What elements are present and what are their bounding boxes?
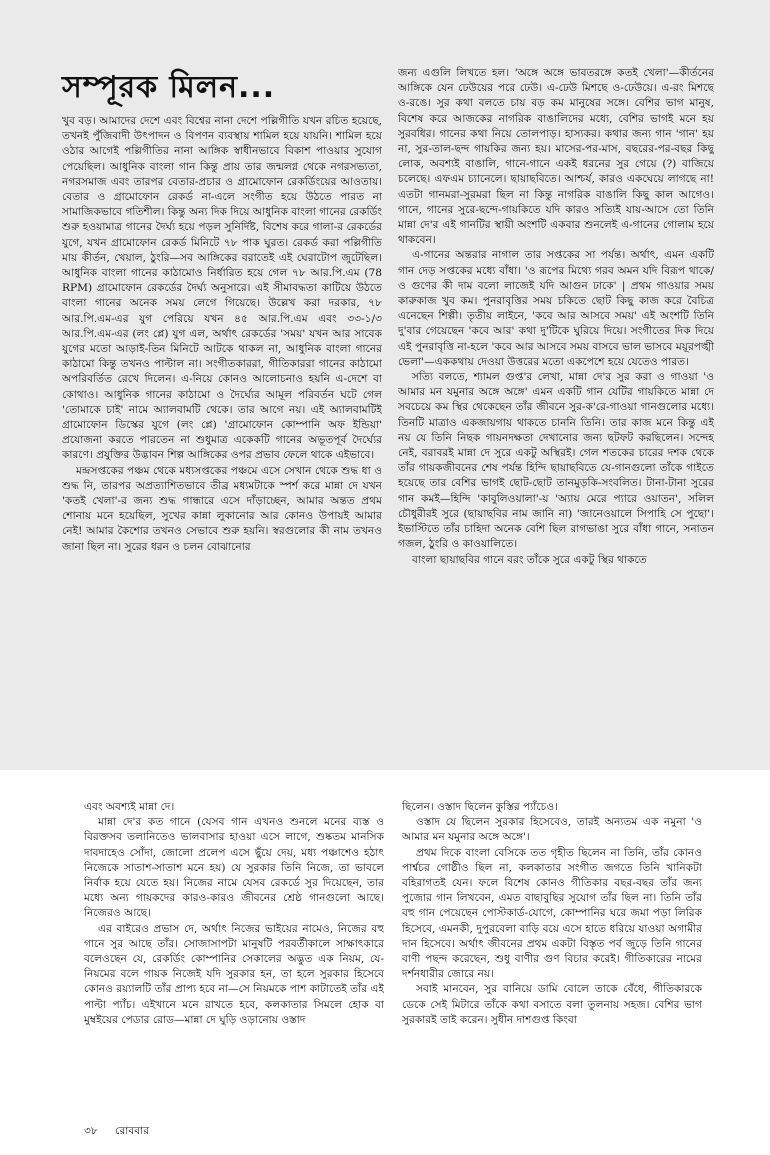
page-footer	[84, 1124, 163, 1138]
paragraph: ওস্তাদ যে ছিলেন সুরকার হিসেবেও, তারই অন্যতম এক নমুনা 'ও আমার মন যমুনার অঙ্গে অঙ্গে'।	[402, 816, 702, 844]
publication-name: রোববার	[115, 1125, 150, 1137]
paragraph: জন্য এগুলি লিখতে হল। 'অঙ্গে অঙ্গে ভাবতরঙ্গে কতই খেলা'—কীর্তনের আঙ্গিকে যেন ঢেউয়ের পরে ঢেউ। এ-ঢেউ মিশছে ও-ঢেউয়ে। এ-রং মিশছে ও-রঙে। সুর কথা বলতে চায় বড় কম মানুষের সঙ্গে। বেশির ভাগ মানুষ, বিশেষ করে আজকের নাগরিক বাঙালিদের মধ্যে, বেশির ভাগই মনে হয় সুরবধির। গানের কথা নিয়ে তোলপাড়। হাস্যকর। কথার জন্য গান 'গান' হয় না, সুর-তাল-ছন্দ গায়কির জন্য হয়। মাসের-পর-মাস, বছরের-পর-বছর কিছু লোক, অবশ্যই বাঙালি, গানে-গানে একই ধরনের সুর গেয়ে (?) বাজিয়ে চলেছে। এফএম চ্যানেলে। ছায়াছবিতে। আশ্চর্য, কারও একঘেয়ে লাগছে না! এতটা গানমরা-সুরমরা ছিল না কিন্তু নাগরিক বাঙালি কিছু কাল আগেও। গানে, গানের সুরে-ছন্দে-গায়কিতে যদি কারও সত্যিই যায়-আসে তো তিনি মান্না দে'র এই গানটির স্থায়ী অংশটি একবার শুনলেই এ-গানের গোলাম হয়ে থাকবেন।	[398, 67, 714, 247]
column-bottom-left	[84, 800, 384, 1150]
paragraph: খুব বড়। আমাদের দেশে এবং বিশ্বের নানা দেশে পল্লিগীতি যখন রচিত হয়েছে, তখনই পুঁজিবাদী উৎপাদন ও বিপণন ব্যবস্থায় শামিল হয়ে যায়নি। শামিল হয়ে ওঠার আগেই পল্লিগীতির নানা আঙ্গিক স্বাধীনভাবে বিকাশ পাওয়ার সুযোগ পেয়েছিল। আধুনিক বাংলা গান কিন্তু প্রায় তার জন্মলগ্ন থেকে নগরসভ্যতা, নগরসমাজ এবং তারপর বেতার-প্রচার ও গ্রামোফোন রেকর্ডিংয়ের আওতায়। বেতার ও গ্রামোফোন রেকর্ড না-এলে সংগীত হয়ে উঠতে পারত না সামাজিকভাবে গতিশীল। কিন্তু অন্য দিক দিয়ে আধুনিক বাংলা গানের রেকর্ডিং শুরু হওয়ামাত্র গানের দৈর্ঘ্য হয়ে পড়ল সুনির্দিষ্ট, বিশেষ করে গালা-র রেকর্ডের যুগে, যখন গ্রামোফোন রেকর্ড মিনিটে ৭৮ পাক ঘুরত। রেকর্ড করা পল্লিগীতি মায় কীর্তন, খেয়াল, ঠুংরি—সব আঙ্গিকের বরাতেই এই ঘেরাটোপ জুটেছিল। আধুনিক বাংলা গানের কাঠামোও নির্ধারিত হয়ে গেল ৭৮ আর.পি.এম (78 RPM) গ্রামোফোন রেকর্ডের দৈর্ঘ্য অনুসারে। এই সীমাবদ্ধতা কাটিয়ে উঠতে বাংলা গানের অনেক সময় লেগে গিয়েছে। উল্লেখ করা দরকার, ৭৮ আর.পি.এম-এর যুগ পেরিয়ে যখন ৪৫ আর.পি.এম এবং ৩৩-১/৩ আর.পি.এম-এর (লং প্লে) যুগ এল, অর্থাৎ রেকর্ডের 'সময়' যখন আর সাবেক যুগের মতো আড়াই-তিন মিনিটে আটকে থাকল না, আধুনিক বাংলা গানের কাঠামো কিন্তু তখনও পাল্টাল না। সংগীতকাররা, গীতিকাররা গানের কাঠামো অপরিবর্তিত রেখে দিলেন। এ-নিয়ে কোনও আলোচনাও হয়নি এ-দেশে বা কোথাও। আধুনিক গানের কাঠামো ও দৈর্ঘ্যের আমূল পরিবর্তন ঘটে গেল 'তোমাকে চাই' নামে অ্যালবামটি থেকে। তার আগে নয়। এই অ্যালবামটিই গ্রামোফোন ডিস্কের যুগে (লং প্লে) 'গ্রামোফোন কোম্পানি অফ ইন্ডিয়া' প্রযোজনা করতে পারতেন না শুধুমাত্র একেকটি গানের অভূতপূর্ব দৈর্ঘ্যের কারণে। প্রযুক্তির উদ্ভাবন শিল্প আঙ্গিকের ওপর প্রভাব ফেলে থাকে এইভাবে।	[62, 115, 382, 462]
paragraph: প্রথম দিকে বাংলা বেসিকে তত গৃহীত ছিলেন না তিনি, তাঁর কোনও পার্শ্বচর গোষ্ঠীও ছিল না, কলকাতার সংগীত জগতে তিনি খানিকটা বহিরাগতই যেন। ফলে বিশেষ কোনও গীতিকার বছর-বছর তাঁর জন্য পুজোর গান লিখবেন, এমত বাছাবুছির সুযোগ তাঁর ছিল না। তিনি তাঁর বহু গান পেয়েছেন পোস্টকার্ড-যোগে, কোম্পানির ঘরে জমা পড়া লিরিক হিসেবে, এমনকী, দুপুরবেলা বাড়ি বয়ে এসে হাতে ধরিয়ে যাওয়া অগামীর দান হিসেবে। অর্থাৎ জীবনের প্রথম একটা বিস্তৃত পর্ব জুড়ে তিনি গানের বাণী পছন্দ করেছেন, শুধু বাণীর গুণ বিচার করেই। গীতিকারের নামের দর্শনধারীর জোরে নয়।	[402, 846, 702, 981]
column-bottom-right	[402, 800, 702, 1150]
column-top-right	[398, 66, 714, 766]
page-number: ৩৮	[84, 1125, 98, 1137]
paragraph: সবাই মানবেন, সুর বানিয়ে ডামি বোলে তাকে বেঁধে, গীতিকারকে ডেকে সেই মিটারে তাঁকে কথা বসাতে বলা তুলনায় সহজ। বেশির ভাগ সুরকারই তাই করেন। সুধীন দাশগুপ্ত কিংবা	[402, 983, 702, 1026]
paragraph: বাংলা ছায়াছবির গানে বরং তাঁকে সুরে একটু স্থির থাকতে	[412, 553, 647, 566]
paragraph: এবং অবশ্যই মান্না দে।	[84, 801, 175, 813]
paragraph: এর বাইরেও প্রভাস দে, অর্থাৎ নিজের ভাইয়ের নামেও, নিজের বহু গানে সুর আছে তাঁর। সোজাসাপটা মানুষটি পরবর্তীকালে সাক্ষাৎকারে বলেওছেন যে, রেকর্ডিং কোম্পানির সেকালের অদ্ভুত এক নিয়ম, যে-নিয়মের বলে গায়ক নিজেই যদি সুরকার হন, তা হলে সুরকার হিসেবে কোনও রয়্যালটি তাঁর প্রাপ্য হবে না—সে নিয়মকে পাশ কাটাতেই তাঁর এই পাল্টা প্যাঁচ। এইখানে মনে রাখতে হবে, কলকাতার সিমলে হোক বা মুম্বইয়ের পেডার রোড—মান্না দে ঘুড়ি ওড়ানোয় ওস্তাদ	[84, 922, 384, 1026]
paragraph: মন্দ্রসপ্তকের পঞ্চম থেকে মধ্যসপ্তকের পঞ্চমে এসে সেখান থেকে শুদ্ধ ধা ও শুদ্ধ নি, তারপর অপ্রত্যাশিতভাবে তীব্র মধ্যমটাকে স্পর্শ করে মান্না দে যখন 'কতই খেলা'-র জন্য শুদ্ধ গান্ধারে এসে দাঁড়াচ্ছেন, আমার অন্তত প্রথম শোনায় মনে হয়েছিল, সুখের কান্না লুকানোর আর কোনও উপায়ই আমার নেই! আমার কৈশোর তখনও সেভাবে শুরু হয়নি। স্বরগুলোর কী নাম তখনও জানা ছিল না। সুরের ধরন ও চলন বোঝানোর	[62, 464, 382, 553]
paragraph: মান্না দে'র কত গানে (যেসব গান এখনও শুনলে মনের ব্যস্ত ও বিরক্তসব তলানিতেও ভালবাসার হাওয়া এসে লাগে, শুষ্কতম মানসিক দাবদাহেও সোঁদা, জোলো প্রলেপ এসে ছুঁয়ে দেয়, মধ্য পঞ্চাশেও হঠাৎ নিজেকে সাতাশ-সাতাশ মনে হয়) যে সুরকার তিনি নিজে, তা ভাবলে নির্বাক হয়ে যেতে হয়। নিজের নামে যেসব রেকর্ডে সুর দিয়েছেন, তার মধ্যে অন্য গায়কদের কারও-কারও জীবনের শ্রেষ্ঠ গানগুলো আছে। নিজেরও আছে।	[84, 816, 384, 920]
article-title: সম্পূরক মিলন...	[62, 70, 276, 105]
paragraph: ছিলেন। ওস্তাদ ছিলেন কুস্তির প্যাঁচেও।	[402, 801, 558, 813]
paragraph: সত্যি বলতে, শ্যামল গুপ্ত'র লেখা, মান্না দে'র সুর করা ও গাওয়া 'ও আমার মন যমুনার অঙ্গে অঙ্গে' এমন একটি গান যেটির গায়কিতে মান্না দে সবচেয়ে কম স্থির থেকেছেন তাঁর জীবনে সুর-ক'রে-গাওয়া গানগুলোর মধ্যে। তিনটি মাত্রাও একজায়গায় থাকতে চাননি তিনি। তার কাজ মনে কিন্তু এই নয় যে তিনি নিছক গায়নদক্ষতা দেখানোর জন্য ছটফট করছিলেন। সন্দেহ নেই, বরাবরই মান্না দে সুরে একটু অস্থিরই। গেল শতকের চারের দশক থেকে তাঁর গায়কজীবনের শেষ পর্যন্ত হিন্দি ছায়াছবিতে যে-গানগুলো তাঁকে গাইতে হয়েছে তার বেশির ভাগই ছোট-ছোট তানমুড়কি-সংবলিত। টানা-টানা সুরের গান কমই—হিন্দি 'কাবুলিওয়ালা'-য় 'অ্যায় মেরে প্যারে ওয়াতন', সলিল চৌধুরীরই সুরে (ছায়াছবির নাম জানি না) 'জানেওয়ালে সিপাহি সে পুছো'। ইভাস্টিতে তাঁর চাহিদা অনেক বেশি ছিল রাগভাঙা সুরে বাঁধা গানে, সনাতন গজল, ঠুংরি ও কাওয়ালিতে।	[398, 371, 714, 551]
paragraph: এ-গানের অন্তরার নাগাল তার সপ্তকের সা পর্যন্ত। অর্থাৎ, এমন একটি গান দেড় সপ্তকের মধ্যে বাঁধা। 'ও রূপের মিথ্যে গরব অমন যদি বিরূপ থাকে/ ও গুণের কী দাম বলো লাজেই যদি আগুন ঢাকে' | প্রথম গাওয়ার সময় কারুকাজ খুব কম। পুনরাবৃত্তির সময় চকিতে ছোট কিছু কাজ করে বৈচিত্র এনেছেন শিল্পী। তৃতীয় লাইনে, 'কবে আর আসবে সময়' এই অংশটি তিনি দু'বার গেয়েছেন 'কবে আর' কথা দু'টিকে ঘুরিয়ে দিয়ে। সংগীতের দিক দিয়ে এই পুনরাবৃত্তি না-হলে 'কবে আর আসবে সময় বাসবে ভাল ভাসবে ময়ূরপঙ্খী ভেলা'—এককথায় দেওয়া উত্তরের মতো একপেশে হয়ে যেতেও পারত।	[398, 249, 714, 368]
column-top-left	[62, 114, 382, 764]
